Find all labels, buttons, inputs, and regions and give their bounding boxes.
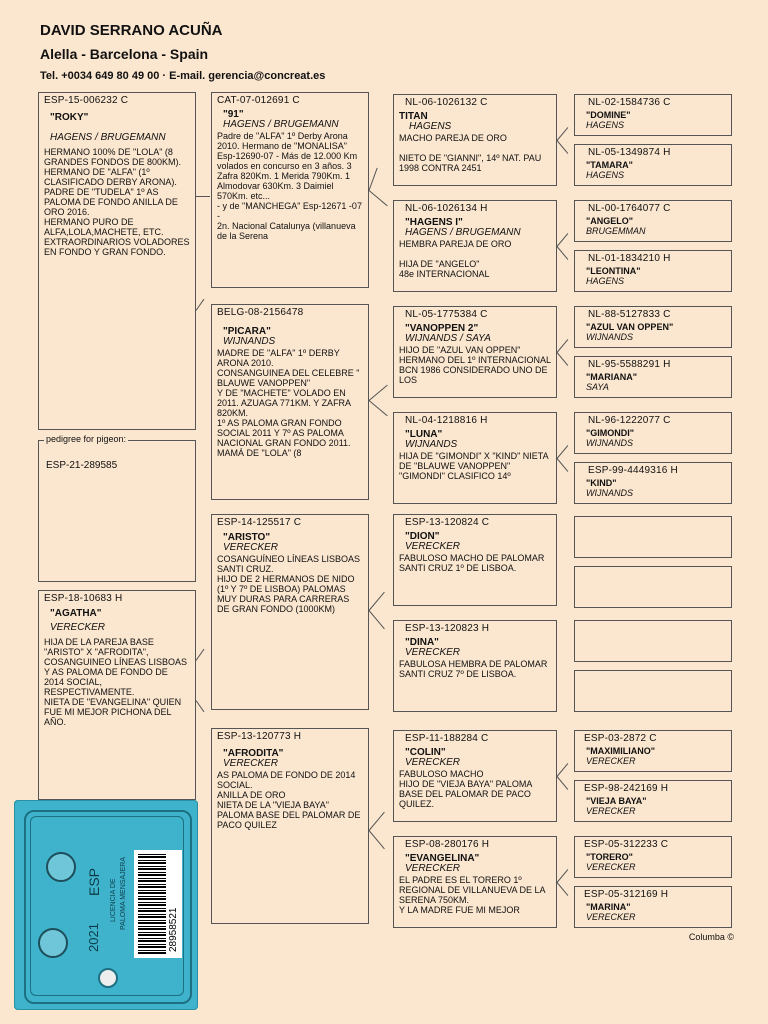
great-grandparent-5-box (393, 514, 557, 606)
great-grandparent-7-box (393, 730, 557, 822)
pedigree-label: pedigree for pigeon: (46, 434, 127, 444)
grandparent-name: "PICARA" (223, 325, 271, 337)
ggp-breeder: WIJNANDS / SAYA (405, 333, 491, 344)
emblem-icon (46, 852, 76, 882)
grandparent-breeder: HAGENS / BRUGEMANN (223, 119, 339, 130)
gen5-box-4 (574, 250, 732, 292)
gen5-breeder: HAGENS (586, 276, 625, 286)
barcode-number: 28958521 (168, 907, 179, 952)
gen5-name: "KIND" (586, 477, 617, 488)
gen5-box-7 (574, 412, 732, 454)
subject-id: ESP-21-289585 (46, 460, 118, 471)
gen5-box-15 (574, 836, 732, 878)
grandparent-name: "AFRODITA" (223, 747, 284, 759)
dam-id: ESP-18-10683 H (44, 593, 123, 604)
ggp-breeder: VERECKER (405, 863, 461, 874)
sire-id: ESP-15-006232 C (44, 95, 129, 106)
ggp-name: "COLIN" (405, 746, 446, 758)
gen5-box-2 (574, 144, 732, 186)
license-text-2: PALOMA MENSAJERA (120, 856, 127, 930)
gen5-breeder: WIJNANDS (586, 488, 633, 498)
license-sticker (14, 800, 198, 1010)
ggp-id: ESP-08-280176 H (405, 839, 490, 850)
grandparent-3-box (211, 514, 369, 710)
ggp-id: NL-06-1026134 H (405, 203, 488, 214)
ggp-name: TITAN (399, 110, 428, 122)
gen5-id: NL-01-1834210 H (588, 253, 671, 264)
gen5-breeder: WIJNANDS (586, 332, 633, 342)
license-text-1: LICENCIA DE (110, 878, 117, 922)
gen5-box-16 (574, 886, 732, 928)
ggp-name: "HAGENS I" (405, 216, 463, 228)
sire-breeder: HAGENS / BRUGEMANN (50, 132, 166, 143)
gen5-box-8 (574, 462, 732, 504)
gen5-id: NL-02-1584736 C (588, 97, 671, 108)
license-country: ESP (86, 867, 102, 896)
great-grandparent-8-box (393, 836, 557, 928)
sire-box (38, 92, 196, 430)
barcode (134, 850, 182, 958)
grandparent-desc: Padre de "ALFA" 1º Derby Arona 2010. Hermano de "MONALISA" Esp-12690-07 - Más de 12.000 Km volados en concurso en 3 años. 3 Zafra 820Km. 1 Merida 790Km. 1 Almodovar 630Km. 3 Daimiel 570Km. etc... - y de "MANCHEGA" Esp-12671 -07 - 2n. Nacional Catalunya (villanueva de la Serena (217, 130, 362, 241)
gen5-id: ESP-03-2872 C (584, 733, 657, 744)
gen5-breeder: SAYA (586, 382, 609, 392)
gen5-name: "MARIANA" (586, 371, 638, 382)
grandparent-breeder: VERECKER (223, 542, 279, 553)
ggp-desc: FABULOSA HEMBRA DE PALOMAR SANTI CRUZ 7º DE LISBOA. (399, 658, 548, 679)
gen5-breeder: WIJNANDS (586, 438, 633, 448)
ggp-name: "VANOPPEN 2" (405, 322, 479, 334)
grandparent-breeder: WIJNANDS (223, 336, 276, 347)
grandparent-id: BELG-08-2156478 (217, 307, 304, 318)
footer-credit: Columba © (688, 932, 734, 942)
gen5-name: "DOMINE" (586, 109, 631, 120)
grandparent-id: ESP-14-125517 C (217, 517, 302, 528)
gen5-id: NL-88-5127833 C (588, 309, 671, 320)
ggp-id: NL-06-1026132 C (405, 97, 488, 108)
gen5-breeder: HAGENS (586, 120, 625, 130)
grandparent-desc: COSANGUÍNEO LÍNEAS LISBOAS SANTI CRUZ. HIJO DE 2 HERMANOS DE NIDO (1º Y 7º DE LISBOA) PALOMAS MUY DURAS PARA CARRERAS DE GRAN FONDO (1000KM) (217, 553, 361, 614)
seal-icon (38, 928, 68, 958)
gen5-name: "MARINA" (586, 901, 631, 912)
gen5-name: "ANGELO" (586, 215, 634, 226)
gen5-name: "AZUL VAN OPPEN" (586, 321, 674, 332)
gen5-name: "VIEJA BAYA" (586, 795, 647, 806)
gen5-id: NL-95-5588291 H (588, 359, 671, 370)
gen5-box-12 (574, 670, 732, 712)
ggp-id: ESP-11-188284 C (405, 733, 489, 744)
gen5-id: ESP-99-4449316 H (588, 465, 678, 476)
ggp-name: "LUNA" (405, 428, 443, 440)
ggp-id: NL-04-1218816 H (405, 415, 488, 426)
gen5-box-3 (574, 200, 732, 242)
gen5-box-14 (574, 780, 732, 822)
sire-desc: HERMANO 100% DE "LOLA" (8 GRANDES FONDOS DE 800KM). HERMANO DE "ALFA" (1º CLASIFICADO DERBY ARONA). PADRE DE "TUDELA" 1º AS PALOMA DE FONDO ANILLA DE ORO 2016. HERMANO PURO DE ALFA,LOLA,MACHETE, ETC. EXTRAORDINARIOS VOLADORES EN FONDO Y GRAN FONDO. (44, 146, 190, 257)
ggp-breeder: VERECKER (405, 541, 461, 552)
gen5-box-13 (574, 730, 732, 772)
gen5-breeder: HAGENS (586, 170, 625, 180)
gen5-id: NL-05-1349874 H (588, 147, 671, 158)
gen5-breeder: VERECKER (586, 912, 636, 922)
ggp-breeder: VERECKER (405, 757, 461, 768)
dam-desc: HIJA DE LA PAREJA BASE "ARISTO" X "AFRODITA", COSANGUINEO LÍNEAS LISBOAS Y AS PALOMA DE FONDO DE 2014 SOCIAL, RESPECTIVAMENTE. NIETA DE "EVANGELINA" QUIEN FUE MI MEJOR PICHONA DEL AÑO. (44, 636, 188, 727)
ggp-breeder: VERECKER (405, 647, 461, 658)
gen5-box-6 (574, 356, 732, 398)
gen5-name: "MAXIMILIANO" (586, 745, 656, 756)
ggp-id: NL-05-1775384 C (405, 309, 488, 320)
grandparent-id: ESP-13-120773 H (217, 731, 302, 742)
ggp-breeder: HAGENS / BRUGEMANN (405, 227, 521, 238)
gen5-breeder: VERECKER (586, 862, 636, 872)
grandparent-desc: MADRE DE "ALFA" 1º DERBY ARONA 2010. CONSANGUINEA DEL CELEBRE " BLAUWE VANOPPEN" Y DE "MACHETE" VOLADO EN 2011. AZUAGA 771KM. Y ZAFRA 820KM. 1º AS PALOMA GRAN FONDO SOCIAL 2011 Y 7º AS PALOMA NACIONAL GRAN FONDO 2011. MAMÁ DE "LOLA" (8 (217, 347, 360, 458)
sire-name: "ROKY" (50, 111, 89, 123)
gen5-id: ESP-05-312233 C (584, 839, 669, 850)
grandparent-2-box (211, 304, 369, 500)
gen5-name: "GIMONDI" (586, 427, 635, 438)
ggp-id: ESP-13-120823 H (405, 623, 490, 634)
gen5-box-9 (574, 516, 732, 558)
grandparent-id: CAT-07-012691 C (217, 95, 300, 106)
ggp-desc: MACHO PAREJA DE ORO NIETO DE "GIANNI", 14º NAT. PAU 1998 CONTRA 2451 (399, 132, 542, 173)
great-grandparent-2-box (393, 200, 557, 292)
gen5-breeder: VERECKER (586, 806, 636, 816)
ggp-desc: EL PADRE ES EL TORERO 1º REGIONAL DE VILLANUEVA DE LA SERENA 750KM. Y LA MADRE FUE MI MEJOR (399, 874, 546, 915)
gen5-id: ESP-05-312169 H (584, 889, 669, 900)
great-grandparent-6-box (393, 620, 557, 712)
owner-location: Alella - Barcelona - Spain (40, 46, 209, 62)
ggp-name: "DINA" (405, 636, 439, 648)
ggp-name: "DION" (405, 530, 440, 542)
gen5-id: NL-96-1222077 C (588, 415, 671, 426)
dam-breeder: VERECKER (50, 622, 106, 633)
gen5-box-10 (574, 566, 732, 608)
grandparent-desc: AS PALOMA DE FONDO DE 2014 SOCIAL. ANILLA DE ORO NIETA DE LA "VIEJA BAYA" PALOMA BASE DEL PALOMAR DE PACO QUILEZ (217, 769, 361, 830)
grandparent-1-box (211, 92, 369, 288)
owner-name: DAVID SERRANO ACUÑA (40, 22, 223, 39)
grandparent-name: "91" (223, 108, 244, 120)
ggp-breeder: WIJNANDS (405, 439, 458, 450)
gen5-breeder: BRUGEMMAN (586, 226, 646, 236)
grandparent-breeder: VERECKER (223, 758, 279, 769)
hole-icon (98, 968, 118, 988)
great-grandparent-1-box (393, 94, 557, 186)
great-grandparent-4-box (393, 412, 557, 504)
gen5-name: "TAMARA" (586, 159, 633, 170)
ggp-id: ESP-13-120824 C (405, 517, 490, 528)
ggp-desc: HIJA DE "GIMONDI" X "KIND" NIETA DE "BLAUWE VANOPPEN" "GIMONDI" CLASIFICO 14º (399, 450, 549, 481)
license-year: 2021 (86, 923, 101, 952)
gen5-name: "LEONTINA" (586, 265, 641, 276)
great-grandparent-3-box (393, 306, 557, 398)
ggp-desc: HIJO DE "AZUL VAN OPPEN" HERMANO DEL 1º INTERNACIONAL BCN 1986 CONSIDERADO UNO DE LOS (399, 344, 551, 385)
ggp-breeder: HAGENS (409, 121, 452, 132)
gen5-box-5 (574, 306, 732, 348)
gen5-id: ESP-98-242169 H (584, 783, 669, 794)
grandparent-4-box (211, 728, 369, 924)
gen5-id: NL-00-1764077 C (588, 203, 671, 214)
gen5-breeder: VERECKER (586, 756, 636, 766)
grandparent-name: "ARISTO" (223, 531, 271, 543)
dam-box (38, 590, 196, 800)
ggp-name: "EVANGELINA" (405, 852, 480, 864)
ggp-desc: FABULOSO MACHO HIJO DE "VIEJA BAYA" PALOMA BASE DEL PALOMAR DE PACO QUILEZ. (399, 768, 532, 809)
gen5-box-1 (574, 94, 732, 136)
dam-name: "AGATHA" (50, 607, 102, 619)
owner-contact: Tel. +0034 649 80 49 00 · E-mail. gerencia@concreat.es (40, 70, 326, 82)
ggp-desc: FABULOSO MACHO DE PALOMAR SANTI CRUZ 1º DE LISBOA. (399, 552, 545, 573)
gen5-box-11 (574, 620, 732, 662)
gen5-name: "TORERO" (586, 851, 633, 862)
ggp-desc: HEMBRA PAREJA DE ORO HIJA DE "ANGELO" 48e INTERNACIONAL (399, 238, 512, 279)
